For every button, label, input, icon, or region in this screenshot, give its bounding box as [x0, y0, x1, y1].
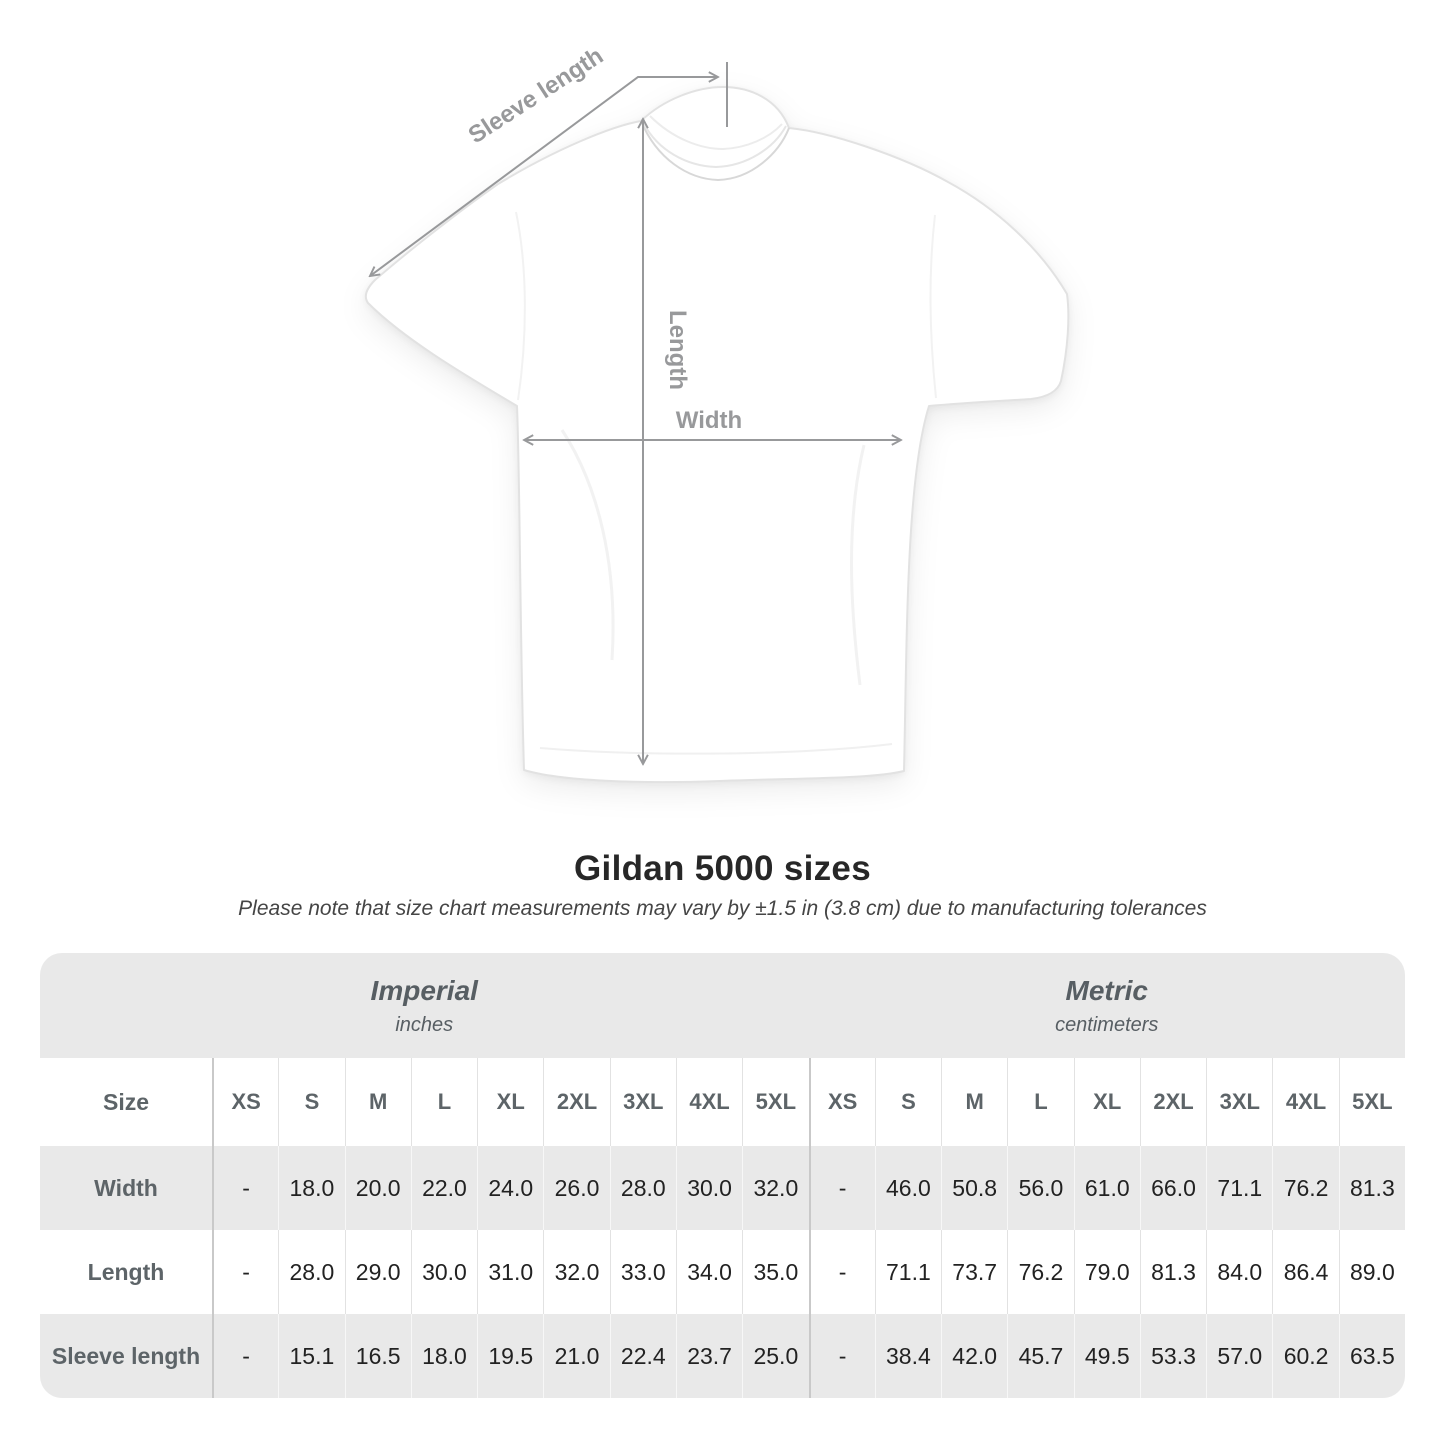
measurement-cell: 38.4: [875, 1314, 941, 1398]
size-column-header: 5XL: [742, 1058, 808, 1146]
table-row: [40, 1230, 1405, 1314]
measurement-cell: 33.0: [610, 1230, 676, 1314]
sleeve-length-label: Sleeve length: [463, 42, 609, 150]
size-column-header: 2XL: [1140, 1058, 1206, 1146]
table-header-row: [40, 1058, 1405, 1146]
measurement-cell: 32.0: [742, 1146, 808, 1230]
measurement-cell: 84.0: [1206, 1230, 1272, 1314]
measurement-cell: 15.1: [278, 1314, 344, 1398]
size-column-header: XL: [1074, 1058, 1140, 1146]
table-row: [40, 1146, 1405, 1230]
measurement-cell: 24.0: [477, 1146, 543, 1230]
measurement-cell: 49.5: [1074, 1314, 1140, 1398]
measurement-cell: 22.0: [411, 1146, 477, 1230]
unit-header-band: [40, 953, 1405, 1058]
measurement-cell: 81.3: [1339, 1146, 1405, 1230]
tshirt-body: [366, 87, 1069, 782]
measurement-cell: 57.0: [1206, 1314, 1272, 1398]
width-label: Width: [675, 407, 743, 434]
measurement-cell: 23.7: [676, 1314, 742, 1398]
measurement-cell: 28.0: [610, 1146, 676, 1230]
measurement-cell: 30.0: [676, 1146, 742, 1230]
measurement-cell: 18.0: [278, 1146, 344, 1230]
measurement-cell: 42.0: [941, 1314, 1007, 1398]
measurement-cell: 30.0: [411, 1230, 477, 1314]
measurement-cell: 76.2: [1272, 1146, 1338, 1230]
measurement-cell: -: [809, 1146, 875, 1230]
measurement-cell: 28.0: [278, 1230, 344, 1314]
measurement-cell: 50.8: [941, 1146, 1007, 1230]
row-label: Length: [87, 1258, 165, 1285]
measurement-cell: 76.2: [1007, 1230, 1073, 1314]
imperial-group-unit: inches: [395, 1013, 454, 1036]
measurement-cell: 89.0: [1339, 1230, 1405, 1314]
measurement-cell: 19.5: [477, 1314, 543, 1398]
measurement-cell: 56.0: [1007, 1146, 1073, 1230]
size-column-header: XL: [477, 1058, 543, 1146]
measurement-cell: 26.0: [543, 1146, 609, 1230]
size-table-rows: [40, 1058, 1405, 1398]
measurement-cell: 79.0: [1074, 1230, 1140, 1314]
measurement-cell: -: [212, 1146, 278, 1230]
measurement-cell: 35.0: [742, 1230, 808, 1314]
measurement-cell: 22.4: [610, 1314, 676, 1398]
measurement-cell: 86.4: [1272, 1230, 1338, 1314]
size-column-header: 4XL: [676, 1058, 742, 1146]
size-column-header: S: [875, 1058, 941, 1146]
measurement-cell: 31.0: [477, 1230, 543, 1314]
metric-group-name: Metric: [1065, 974, 1148, 1006]
measurement-cell: 81.3: [1140, 1230, 1206, 1314]
measurement-cell: -: [212, 1314, 278, 1398]
imperial-group-name: Imperial: [370, 974, 478, 1006]
row-label: Width: [94, 1174, 158, 1201]
size-column-header: M: [941, 1058, 1007, 1146]
imperial-group-header: [40, 953, 809, 1058]
size-table: [40, 953, 1405, 1398]
measurement-cell: 73.7: [941, 1230, 1007, 1314]
size-column-header: XS: [212, 1058, 278, 1146]
size-row-header: Size: [102, 1088, 150, 1115]
metric-group-unit: centimeters: [1055, 1013, 1159, 1036]
measurement-cell: 60.2: [1272, 1314, 1338, 1398]
row-label: Sleeve length: [51, 1342, 201, 1369]
measurement-cell: -: [809, 1314, 875, 1398]
tshirt-graphic: [366, 87, 1069, 782]
measurement-cell: 71.1: [1206, 1146, 1272, 1230]
measurement-cell: 25.0: [742, 1314, 808, 1398]
measurement-cell: 32.0: [543, 1230, 609, 1314]
measurement-cell: 45.7: [1007, 1314, 1073, 1398]
measurement-cell: 20.0: [345, 1146, 411, 1230]
metric-group-header: [809, 953, 1406, 1058]
size-column-header: 5XL: [1339, 1058, 1405, 1146]
measurement-cell: 71.1: [875, 1230, 941, 1314]
measurement-cell: -: [809, 1230, 875, 1314]
length-label: Length: [664, 310, 691, 390]
tolerance-note: Please note that size chart measurements may vary by ±1.5 in (3.8 cm) due to manufacturing tolerances: [238, 897, 1207, 920]
size-column-header: 2XL: [543, 1058, 609, 1146]
size-column-header: L: [411, 1058, 477, 1146]
size-column-header: M: [345, 1058, 411, 1146]
size-column-header: 4XL: [1272, 1058, 1338, 1146]
table-row: [40, 1314, 1405, 1398]
page-title: Gildan 5000 sizes: [574, 849, 871, 888]
size-column-header: 3XL: [610, 1058, 676, 1146]
measurement-cell: 46.0: [875, 1146, 941, 1230]
size-column-header: XS: [809, 1058, 875, 1146]
size-column-header: 3XL: [1206, 1058, 1272, 1146]
size-column-header: S: [278, 1058, 344, 1146]
measurement-cell: 63.5: [1339, 1314, 1405, 1398]
measurement-cell: 18.0: [411, 1314, 477, 1398]
measurement-cell: 34.0: [676, 1230, 742, 1314]
measurement-cell: 66.0: [1140, 1146, 1206, 1230]
size-column-header: L: [1007, 1058, 1073, 1146]
measurement-cell: 21.0: [543, 1314, 609, 1398]
measurement-cell: 61.0: [1074, 1146, 1140, 1230]
measurement-cell: -: [212, 1230, 278, 1314]
measurement-cell: 29.0: [345, 1230, 411, 1314]
measurement-cell: 53.3: [1140, 1314, 1206, 1398]
measurement-cell: 16.5: [345, 1314, 411, 1398]
